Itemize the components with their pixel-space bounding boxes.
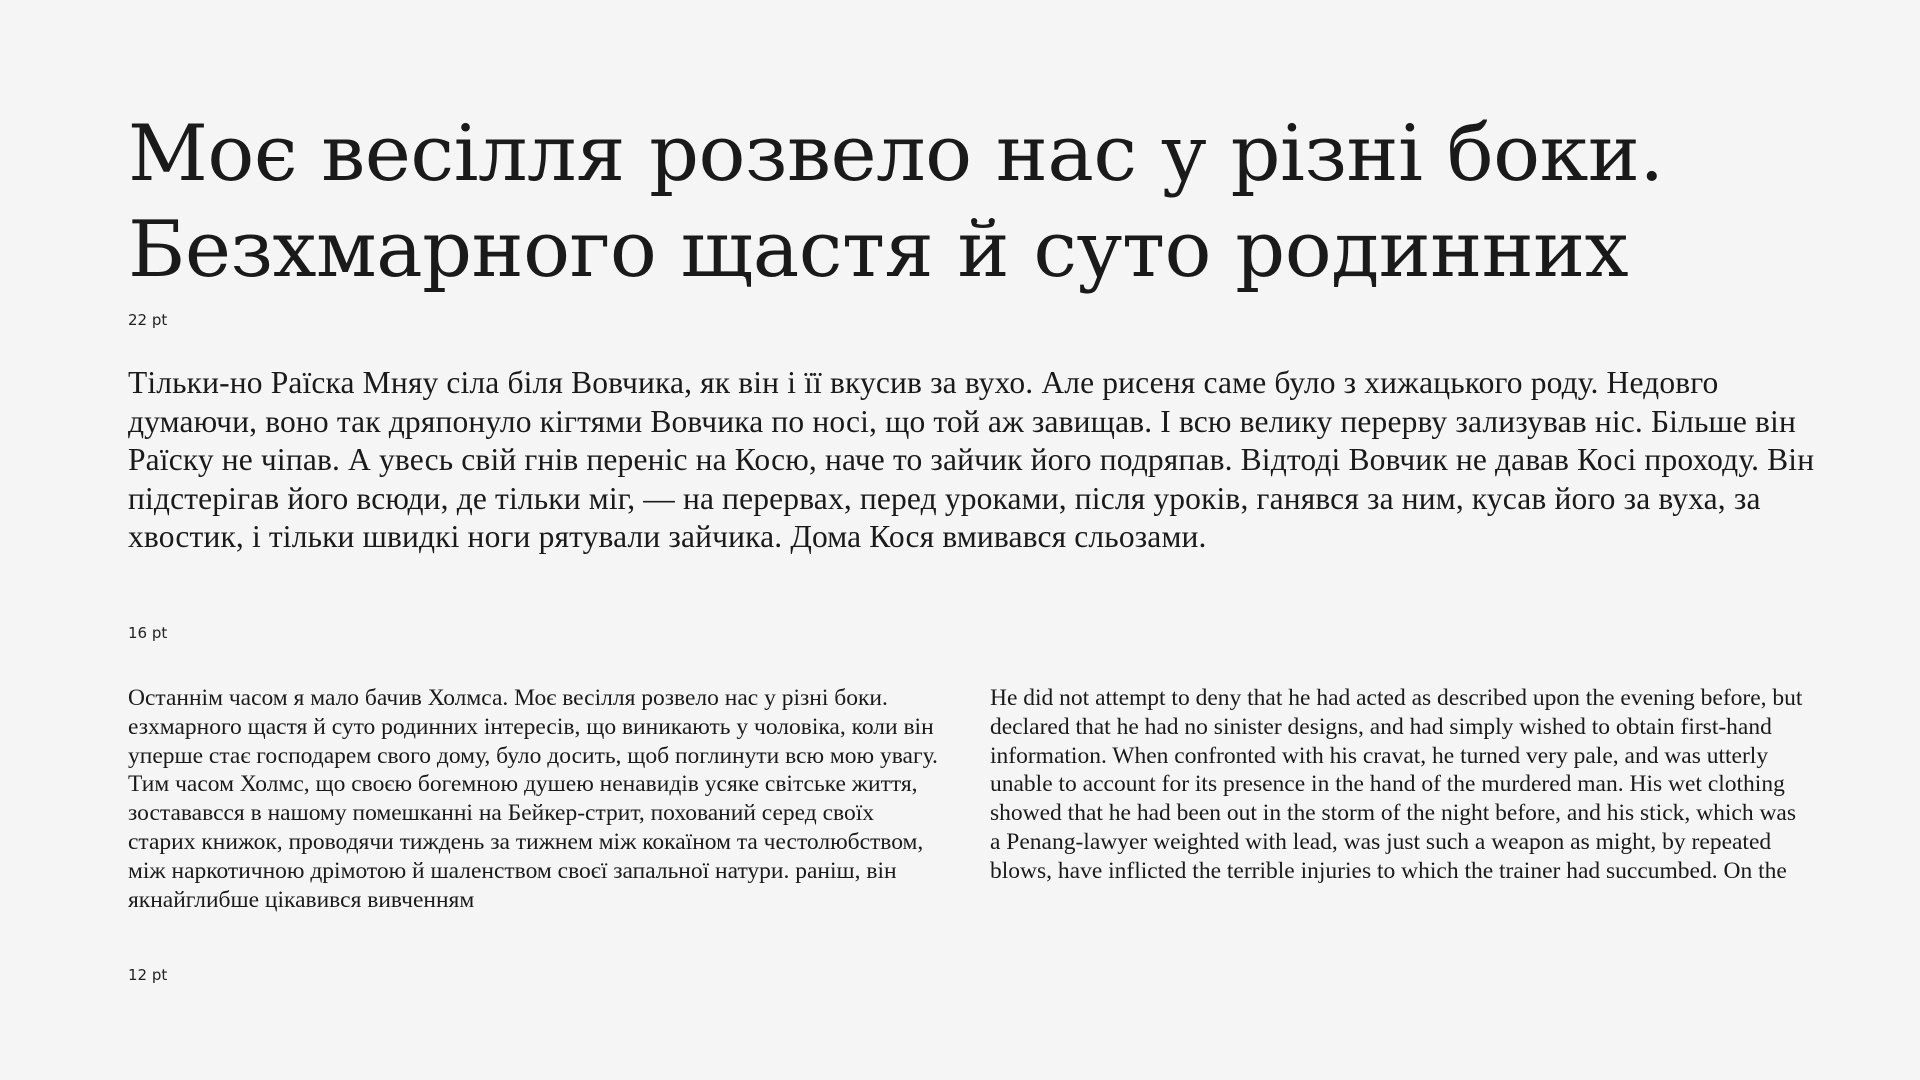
display-line-1: Моє весілля розвело нас у різні боки. — [128, 109, 1664, 199]
column-english-text: He did not attempt to deny that he had acted as described upon the evening before, but declared that he had no sinister designs, and had simply wished to obtain first-hand information. When confronted with his cravat, he turned very pale, and was utterly unable to account for its presence in the hand of the murdered man. His wet clothing showed that he had been out in the storm of the night before, and his stick, which was a Penang-lawyer weighted with lead, was just such a weapon as might, by repeated blows, have inflicted the terrible injuries to which the trainer had succumbed. On the — [990, 685, 1803, 884]
size-label-22pt: 22 pt — [128, 311, 168, 329]
column-ukrainian-text: Останнім часом я мало бачив Холмса. Моє весілля розвело нас у різні боки. езхмарного щастя й суто родинних інтересів, що виникають у чоловіка, коли він уперше стає господарем свого дому, було досить, щоб поглинути всю мою увагу. Тим часом Холмс, що своєю богемною душею ненавидів усяке світське життя, зостававсся в нашому помешканні на Бейкер-стрит, похований серед своїх старих книжок, проводячи тиждень за тижнем між кокаїном та честолюбством, між наркотичною дрімотою й шаленством своєї запальної натури. раніш, він якнайглибше цікавився вивченням — [128, 685, 938, 913]
display-sample-22pt — [128, 106, 1664, 298]
size-label-12pt: 12 pt — [128, 966, 168, 984]
paragraph-sample-16pt: Тільки-но Раїска Мняу сіла біля Вовчика, як він і її вкусив за вухо. Але рисеня саме було з хижацького роду. Недовго думаючи, воно так дряпонуло кігтями Вовчика по носі, що той аж завищав. І всю велику перерву зализував ніс. Більше він Раїску не чіпав. А увесь свій гнів переніс на Косю, наче то зайчик його подряпав. Відтоді Вовчик не давав Косі проходу. Він підстерігав його всюди, де тільки міг, — на перервах, перед уроками, після уроків, ганявся за ним, кусав його за вуха, за хвостик, і тільки швидкі ноги рятували зайчика. Дома Кося вмивався сльозами. — [128, 365, 1815, 555]
display-line-2: Безхмарного щастя й суто родинних — [128, 205, 1629, 295]
size-label-16pt: 16 pt — [128, 624, 168, 642]
